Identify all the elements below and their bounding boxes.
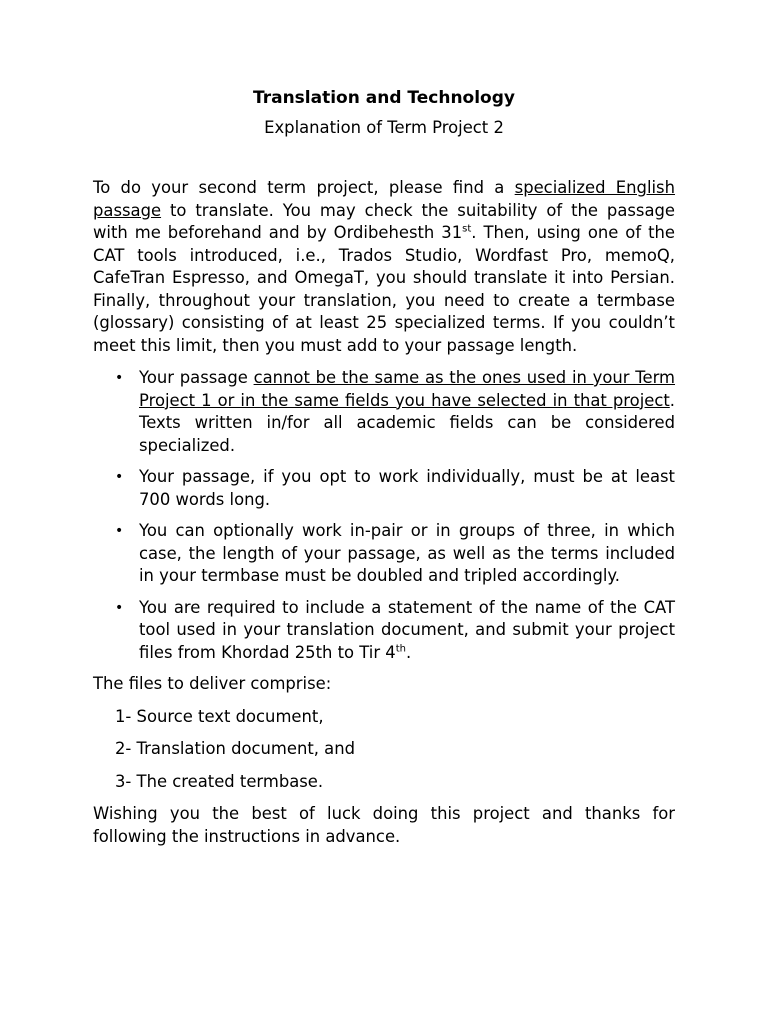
bullet-icon: • <box>115 523 124 539</box>
document-title: Translation and Technology <box>252 88 515 108</box>
document-subtitle: Explanation of Term Project 2 <box>264 118 504 137</box>
bullet-underlined-text: cannot be the same as the ones used in your Term Project 1 or in the same fields you have selected in that project <box>139 368 675 410</box>
list-item <box>93 466 675 511</box>
bullet-text: You can optionally work in-pair or in groups of three, in which case, the length of your passage, as well as the terms included in your termbase must be doubled and tripled accordingly. <box>139 521 675 585</box>
bullet-icon: • <box>115 469 124 485</box>
intro-text-1: To do your second term project, please find a <box>93 178 515 197</box>
intro-superscript: st <box>462 223 472 235</box>
bullet-text-post: . <box>406 642 412 662</box>
bullet-text-post: . Texts written in/for all academic fields can be considered specialized. <box>139 390 675 455</box>
bullet-superscript: th <box>395 643 406 655</box>
files-heading: The files to deliver comprise: <box>93 674 332 693</box>
bullet-text-pre: You are required to include a statement of the name of the CAT tool used in your translation document, and submit your project files from Khordad 25th to Tir 4 <box>139 597 675 662</box>
list-item <box>93 597 675 665</box>
intro-underlined-text: specialized English passage <box>93 178 675 220</box>
files-list <box>93 706 675 794</box>
list-item: 3- The created termbase. <box>115 771 324 791</box>
list-item: 2- Translation document, and <box>115 739 356 758</box>
bullet-text: Your passage, if you opt to work individually, must be at least 700 words long. <box>139 467 675 509</box>
list-item <box>93 367 675 457</box>
requirements-list <box>93 367 675 664</box>
list-item <box>93 520 675 588</box>
closing-paragraph: Wishing you the best of luck doing this project and thanks for following the instructions in advance. <box>93 804 675 846</box>
intro-text-2: to translate. You may check the suitability of the passage with me beforehand and by Ordibehesth 31 <box>93 200 675 242</box>
list-item: 1- Source text document, <box>115 706 324 726</box>
bullet-text-pre: Your passage <box>139 368 254 387</box>
bullet-icon: • <box>115 599 124 616</box>
bullet-icon: • <box>115 370 124 386</box>
intro-text-3: . Then, using one of the CAT tools introduced, i.e., Trados Studio, Wordfast Pro, memoQ, CafeTran Espresso, and OmegaT, you should translate it into Persian. Finally, throughout your translation, you need to create a termbase (glossary) consisting of at least 25 specialized terms. If you couldn’t meet this limit, then you must add to your passage length. <box>93 223 675 355</box>
intro-paragraph <box>93 177 675 357</box>
